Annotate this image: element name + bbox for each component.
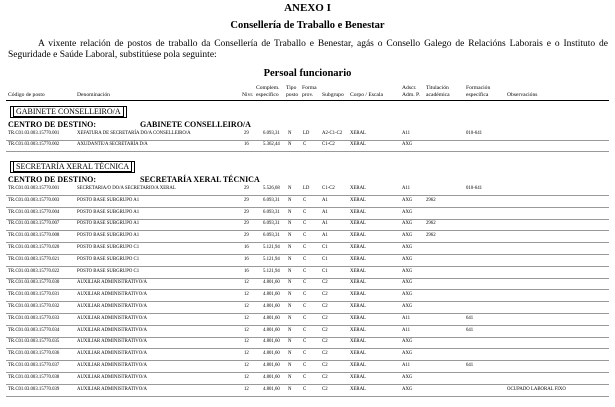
cell-den: AUXILIAR ADMINISTRATIVO/A: [77, 386, 147, 392]
cell-forma: C: [303, 233, 307, 239]
cell-form: 010-641: [466, 131, 482, 136]
table-row: [0, 339, 615, 351]
row-divider: [6, 372, 609, 373]
cell-code: TR.C01.03.003.15770.007: [8, 221, 60, 227]
cell-den: AUXILIAR ADMINISTRATIVO/A: [77, 363, 147, 368]
cell-den: AUXILIAR ADMINISTRATIVO/A: [77, 327, 147, 333]
cell-comp: 4.801,60: [263, 315, 280, 321]
cell-den: AUXILIAR ADMINISTRATIVO/A: [77, 374, 147, 380]
cell-code: TR.C01.03.003.15770.036: [8, 351, 60, 357]
cell-ads: AXG: [402, 221, 413, 227]
cell-comp: 4.801,60: [263, 374, 280, 380]
col-corps: Corpo / Escala: [350, 92, 383, 98]
cell-sub: C2: [322, 363, 328, 368]
cell-den: AUXILIAR ADMINISTRATIVO/A: [77, 351, 147, 357]
cell-niv: 12: [244, 315, 249, 321]
cell-ads: AXG: [402, 339, 413, 345]
cell-forma: C: [303, 245, 307, 250]
cell-tipo: N: [288, 233, 292, 239]
cell-ads: A11: [402, 363, 411, 368]
cell-sub: C2: [322, 339, 328, 345]
cell-comp: 5.526,68: [263, 186, 280, 191]
cell-corpo: XERAL: [350, 209, 366, 215]
cell-forma: C: [303, 374, 307, 380]
cell-obs: OCUPADO LABORAL FIXO: [507, 386, 566, 392]
cell-comp: 4.801,60: [263, 351, 280, 357]
cell-comp: 5.121,94: [263, 245, 280, 250]
row-divider: [6, 140, 609, 141]
cell-forma: C: [303, 197, 307, 203]
cell-corpo: XERAL: [350, 339, 366, 345]
cell-ads: AXG: [402, 197, 413, 203]
cell-forma: C: [303, 363, 307, 368]
cell-forma: C: [303, 351, 307, 357]
cell-niv: 29: [244, 221, 249, 227]
cell-ads: AXG: [402, 292, 413, 298]
cell-niv: 16: [244, 142, 249, 147]
cell-code: TR.C01.03.003.15770.022: [8, 268, 60, 274]
cell-forma: C: [303, 339, 307, 345]
cell-corpo: XERAL: [350, 304, 366, 309]
cell-ads: A11: [402, 327, 411, 333]
table-row: [0, 221, 615, 233]
table-row: [0, 304, 615, 316]
cell-code: TR.C01.03.003.15770.031: [8, 292, 60, 298]
col-form-top: Forma: [302, 85, 317, 91]
header-divider: [6, 100, 609, 101]
cell-corpo: XERAL: [350, 221, 366, 227]
cell-code: TR.C01.03.003.15770.038: [8, 374, 60, 380]
cell-comp: 6.093,31: [263, 209, 280, 215]
col-type-top: Tipo: [286, 85, 297, 91]
cell-forma: C: [303, 292, 307, 298]
cell-niv: 12: [244, 363, 249, 368]
row-divider: [6, 384, 609, 385]
cell-code: TR.C01.03.003.15770.034: [8, 327, 60, 333]
row-divider: [6, 266, 609, 267]
table-row: [0, 328, 615, 340]
cell-sub: C1: [322, 256, 328, 262]
cell-comp: 6.093,31: [263, 233, 280, 239]
cell-corpo: XERAL: [350, 315, 366, 321]
cell-den: POSTO BASE SUBGRUPO C1: [77, 245, 140, 250]
cell-den: AUXILIAR ADMINISTRATIVO/A: [77, 315, 147, 321]
unit-box-label: SECRETARÍA XERAL TÉCNICA: [13, 161, 132, 172]
cell-forma: C: [303, 142, 307, 147]
col-titulation-top: Titulación: [426, 85, 449, 91]
cell-forma: C: [303, 315, 307, 321]
cell-comp: 6.093,31: [263, 131, 280, 136]
cell-sub: C2: [322, 292, 328, 298]
annex-title: ANEXO I: [284, 2, 331, 14]
cell-den: AXUDANTE/A SECRETARÍA D/A: [77, 142, 148, 147]
cell-corpo: XERAL: [350, 280, 366, 286]
cell-sub: C2: [322, 304, 328, 309]
cell-niv: 29: [244, 186, 249, 191]
col-adsc-top: Adscr.: [402, 85, 417, 91]
cell-niv: 16: [244, 256, 249, 262]
table-row: [0, 269, 615, 281]
cell-comp: 4.801,60: [263, 363, 280, 368]
cell-ads: AXG: [402, 209, 413, 215]
table-row: [0, 280, 615, 292]
cell-sub: C1: [322, 245, 328, 250]
cell-corpo: XERAL: [350, 131, 366, 136]
cell-sub: A1: [322, 233, 328, 239]
cell-den: AUXILIAR ADMINISTRATIVO/A: [77, 304, 147, 309]
cell-tipo: N: [288, 256, 292, 262]
row-divider: [6, 301, 609, 302]
cell-tipo: N: [288, 351, 292, 357]
cell-corpo: XERAL: [350, 374, 366, 380]
cell-corpo: XERAL: [350, 186, 366, 191]
cell-code: TR.C01.03.003.15770.021: [8, 256, 60, 262]
cell-forma: C: [303, 268, 307, 274]
cell-den: XEFATURA DE SECRETARÍA DO/A CONSELLEIRO/A: [77, 131, 191, 136]
cell-tipo: N: [288, 268, 292, 274]
cell-sub: C2: [322, 351, 328, 357]
cell-comp: 4.801,60: [263, 292, 280, 298]
row-divider: [6, 337, 609, 338]
table-row: [0, 363, 615, 375]
cell-den: AUXILIAR ADMINISTRATIVO/A: [77, 292, 147, 298]
cell-sub: C2: [322, 315, 328, 321]
cell-sub: A2-C1-C2: [322, 131, 343, 136]
cell-ads: AXG: [402, 256, 413, 262]
cell-form: 641: [466, 327, 474, 333]
department-title: Consellería de Traballo e Benestar: [230, 20, 385, 31]
cell-code: TR.C01.03.003.15770.035: [8, 339, 60, 345]
cell-tipo: N: [288, 131, 292, 136]
cell-code: TR.C01.03.003.15770.033: [8, 315, 60, 321]
row-divider: [6, 254, 609, 255]
row-divider: [6, 219, 609, 220]
cell-corpo: XERAL: [350, 327, 366, 333]
table-row: [0, 375, 615, 387]
cell-ads: A11: [402, 315, 411, 321]
cell-comp: 5.121,94: [263, 268, 280, 274]
centre-label: CENTRO DE DESTINO:: [8, 175, 97, 184]
cell-tipo: N: [288, 245, 292, 250]
row-divider: [6, 207, 609, 208]
col-training-top: Formación: [466, 85, 491, 91]
cell-sub: C2: [322, 386, 328, 392]
cell-niv: 12: [244, 374, 249, 380]
row-divider: [6, 360, 609, 361]
cell-den: POSTO BASE SUBGRUPO C1: [77, 256, 140, 262]
cell-sub: C2: [322, 280, 328, 286]
cell-code: TR.C01.03.003.15770.003: [8, 197, 60, 203]
cell-tipo: N: [288, 221, 292, 227]
cell-den: AUXILIAR ADMINISTRATIVO/A: [77, 280, 147, 286]
cell-ads: AXG: [402, 268, 413, 274]
cell-niv: 12: [244, 304, 249, 309]
cell-den: AUXILIAR ADMINISTRATIVO/A: [77, 339, 147, 345]
col-type-bottom: posto: [286, 92, 299, 98]
cell-corpo: XERAL: [350, 233, 366, 239]
intro-paragraph: A vixente relación de postos de traballo da Consellería de Traballo e Benestar, agás o Consello Galego de Relacións Laborais e o Instituto de Seguridade e Saúde Laboral, substitúese pola seguinte:: [8, 39, 608, 60]
cell-niv: 12: [244, 339, 249, 345]
cell-tit: 2962: [426, 233, 436, 239]
cell-tipo: N: [288, 197, 292, 203]
cell-code: TR.C01.03.003.15770.030: [8, 280, 60, 286]
cell-form: 010-641: [466, 186, 482, 191]
cell-sub: C1-C2: [322, 142, 335, 147]
table-row: [0, 198, 615, 210]
cell-tipo: N: [288, 186, 292, 191]
row-divider: [6, 289, 609, 290]
cell-forma: C: [303, 256, 307, 262]
table-row: [0, 351, 615, 363]
cell-corpo: XERAL: [350, 386, 366, 392]
cell-form: 641: [466, 315, 474, 321]
cell-den: POSTO BASE SUBGRUPO A1: [77, 209, 140, 215]
cell-corpo: XERAL: [350, 245, 366, 250]
cell-comp: 5.362,44: [263, 142, 280, 147]
cell-forma: C: [303, 221, 307, 227]
cell-forma: C: [303, 209, 307, 215]
col-observations: Observacións: [507, 92, 538, 98]
table-row: [0, 142, 615, 154]
cell-corpo: XERAL: [350, 268, 366, 274]
cell-forma: C: [303, 386, 307, 392]
row-divider: [6, 195, 609, 196]
cell-code: TR.C01.03.003.15770.001: [8, 186, 60, 191]
cell-comp: 4.801,60: [263, 386, 280, 392]
col-code: Código de posto: [8, 92, 45, 98]
table-row: [0, 186, 615, 198]
row-divider: [6, 151, 609, 152]
cell-niv: 29: [244, 233, 249, 239]
cell-comp: 4.801,60: [263, 327, 280, 333]
cell-niv: 12: [244, 280, 249, 286]
cell-niv: 12: [244, 386, 249, 392]
cell-corpo: XERAL: [350, 292, 366, 298]
col-complement-top: Complem.: [256, 85, 280, 91]
cell-comp: 4.801,60: [263, 339, 280, 345]
cell-sub: C2: [322, 374, 328, 380]
cell-ads: AXG: [402, 280, 413, 286]
cell-ads: A11: [402, 186, 411, 191]
row-divider: [6, 230, 609, 231]
cell-niv: 29: [244, 209, 249, 215]
cell-sub: C1-C2: [322, 186, 335, 191]
cell-tit: 2962: [426, 221, 436, 227]
col-complement-bottom: específico: [256, 92, 279, 98]
cell-tipo: N: [288, 374, 292, 380]
unit-box-sxt: [10, 161, 135, 173]
cell-tipo: N: [288, 209, 292, 215]
cell-comp: 6.093,31: [263, 197, 280, 203]
table-row: [0, 292, 615, 304]
centre-name: GABINETE CONSELLEIRO/A: [140, 120, 251, 129]
cell-comp: 5.121,94: [263, 256, 280, 262]
cell-comp: 6.093,31: [263, 221, 280, 227]
col-training-bottom: específica: [466, 92, 489, 98]
col-form-bottom: prov.: [302, 92, 314, 98]
row-divider: [6, 278, 609, 279]
cell-den: POSTO BASE SUBGRUPO A1: [77, 221, 140, 227]
table-row: [0, 233, 615, 245]
cell-code: TR.C01.03.003.15770.039: [8, 386, 60, 392]
cell-ads: AXG: [402, 351, 413, 357]
cell-sub: C1: [322, 268, 328, 274]
cell-code: TR.C01.03.003.15770.008: [8, 233, 60, 239]
section-title: Persoal funcionario: [263, 68, 352, 79]
cell-code: TR.C01.03.003.15770.032: [8, 304, 60, 309]
cell-corpo: XERAL: [350, 197, 366, 203]
col-adsc-bottom: Adm. P.: [402, 92, 420, 98]
cell-niv: 12: [244, 351, 249, 357]
row-divider: [6, 313, 609, 314]
cell-comp: 4.801,60: [263, 280, 280, 286]
row-divider: [6, 396, 609, 397]
cell-tipo: N: [288, 280, 292, 286]
cell-tipo: N: [288, 142, 292, 147]
row-divider: [6, 242, 609, 243]
cell-den: POSTO BASE SUBGRUPO A1: [77, 233, 140, 239]
col-subgroup: Subgrupo: [322, 92, 344, 98]
cell-forma: C: [303, 280, 307, 286]
cell-niv: 16: [244, 245, 249, 250]
centre-name: SECRETARÍA XERAL TÉCNICA: [140, 175, 260, 184]
cell-forma: LD: [303, 131, 310, 136]
cell-niv: 16: [244, 268, 249, 274]
cell-corpo: XERAL: [350, 142, 366, 147]
cell-tit: 2962: [426, 197, 436, 203]
cell-den: POSTO BASE SUBGRUPO C1: [77, 268, 140, 274]
cell-forma: C: [303, 304, 307, 309]
cell-tipo: N: [288, 292, 292, 298]
row-divider: [6, 348, 609, 349]
cell-forma: LD: [303, 186, 310, 191]
cell-tipo: N: [288, 386, 292, 392]
cell-tipo: N: [288, 339, 292, 345]
cell-corpo: XERAL: [350, 256, 366, 262]
centre-label: CENTRO DE DESTINO:: [8, 120, 97, 129]
cell-tipo: N: [288, 304, 292, 309]
cell-form: 641: [466, 363, 474, 368]
cell-niv: 12: [244, 292, 249, 298]
table-row: [0, 316, 615, 328]
cell-sub: C2: [322, 327, 328, 333]
cell-ads: A11: [402, 131, 411, 136]
cell-code: TR.C01.03.003.15770.020: [8, 245, 60, 250]
row-divider: [6, 325, 609, 326]
cell-corpo: XERAL: [350, 351, 366, 357]
cell-den: SECRETARIA/O DO/A SECRETARIO/A XERAL: [77, 186, 176, 191]
cell-corpo: XERAL: [350, 363, 366, 368]
cell-code: TR.C01.03.003.15770.002: [8, 142, 60, 147]
cell-sub: A1: [322, 209, 328, 215]
cell-ads: AXG: [402, 304, 413, 309]
cell-niv: 29: [244, 197, 249, 203]
cell-ads: AXG: [402, 386, 413, 392]
cell-ads: AXG: [402, 245, 413, 250]
table-row: [0, 210, 615, 222]
unit-box-gabinete: [10, 106, 127, 118]
cell-sub: A1: [322, 197, 328, 203]
cell-code: TR.C01.03.003.15770.004: [8, 209, 60, 215]
cell-ads: AXG: [402, 374, 413, 380]
col-level: Nivr.: [242, 92, 254, 98]
cell-ads: AXG: [402, 142, 413, 147]
cell-niv: 29: [244, 131, 249, 136]
cell-den: POSTO BASE SUBGRUPO A1: [77, 197, 140, 203]
table-row: [0, 387, 615, 399]
cell-ads: AXG: [402, 233, 413, 239]
cell-sub: A1: [322, 221, 328, 227]
cell-comp: 4.801,60: [263, 304, 280, 309]
cell-tipo: N: [288, 363, 292, 368]
table-row: [0, 257, 615, 269]
unit-box-label: GABINETE CONSELLEIRO/A: [13, 106, 124, 117]
cell-forma: C: [303, 327, 307, 333]
col-titulation-bottom: académica: [426, 92, 450, 98]
cell-tipo: N: [288, 327, 292, 333]
cell-code: TR.C01.03.003.15770.037: [8, 363, 60, 368]
table-row: [0, 245, 615, 257]
cell-niv: 12: [244, 327, 249, 333]
col-denomination: Denominación: [77, 92, 110, 98]
cell-tipo: N: [288, 315, 292, 321]
cell-code: TR.C01.03.003.15770.001: [8, 131, 60, 136]
